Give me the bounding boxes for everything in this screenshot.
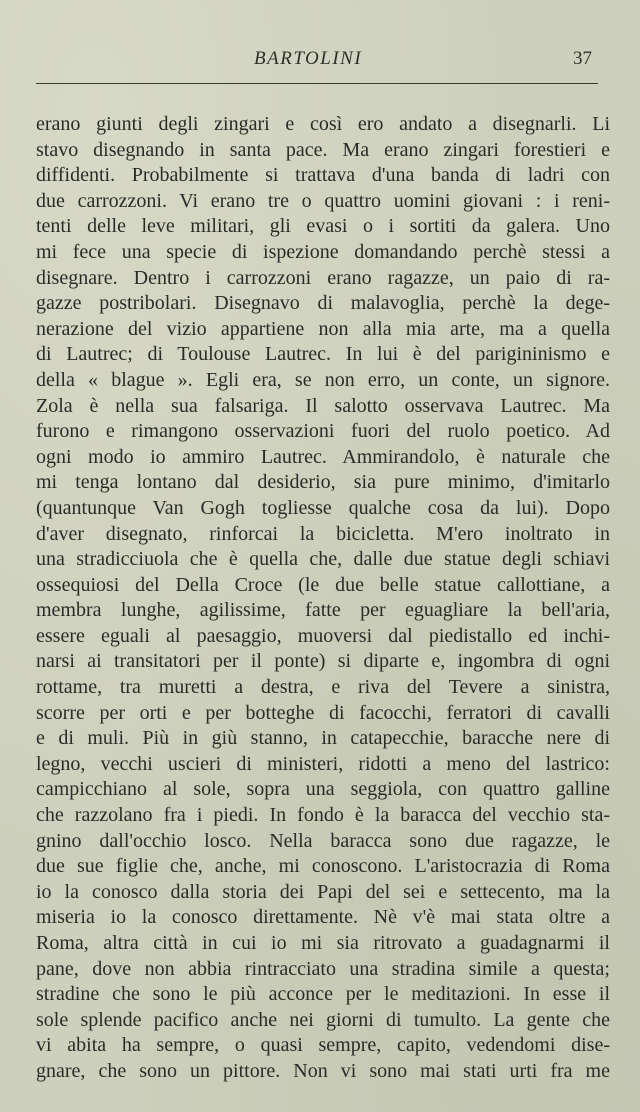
page-number: 37 bbox=[573, 48, 592, 69]
body-text bbox=[36, 112, 610, 1085]
text-line: pane, dove non abbia rintracciato una stradina simile a questa; bbox=[36, 957, 610, 980]
header-rule bbox=[36, 83, 598, 84]
text-line: ogni modo io ammiro Lautrec. Ammirandolo, è naturale che bbox=[36, 445, 610, 468]
text-line: stradine che sono le più acconce per le meditazioni. In esse il bbox=[36, 983, 610, 1006]
text-line: sole splende pacifico anche nei giorni di tumulto. La gente che bbox=[36, 1008, 610, 1031]
text-line: diffidenti. Probabilmente si trattava d'una banda di ladri con bbox=[36, 164, 610, 187]
text-line: narsi ai transitatori per il ponte) si diparte e, ingombra di ogni bbox=[36, 650, 610, 673]
text-line: gnare, che sono un pittore. Non vi sono mai stati urti fra me bbox=[36, 1059, 610, 1082]
text-line: vi abita ha sempre, o quasi sempre, capito, vedendomi dise- bbox=[36, 1034, 610, 1057]
text-line: erano giunti degli zingari e così ero andato a disegnarli. Li bbox=[36, 113, 610, 135]
text-line: rottame, tra muretti a destra, e riva del Tevere a sinistra, bbox=[36, 676, 610, 699]
text-line: gnino dall'occhio losco. Nella baracca sono due ragazze, le bbox=[36, 829, 610, 852]
text-line: (quantunque Van Gogh togliesse qualche cosa da lui). Dopo bbox=[36, 496, 610, 519]
running-title: BARTOLINI bbox=[254, 48, 363, 69]
text-line: due carrozzoni. Vi erano tre o quattro uomini giovani : i reni- bbox=[36, 189, 610, 212]
page-header bbox=[36, 48, 598, 78]
text-line: due sue figlie che, anche, mi conoscono. L'aristocrazia di Roma bbox=[36, 855, 610, 878]
text-line: una stradicciuola che è quella che, dalle due statue degli schiavi bbox=[36, 548, 610, 571]
text-line: della « blague ». Egli era, se non erro, un conte, un signore. bbox=[36, 368, 610, 391]
text-line: di Lautrec; di Toulouse Lautrec. In lui è del parigininismo e bbox=[36, 343, 610, 366]
text-line: membra lunghe, agilissime, fatte per eguagliare la bell'aria, bbox=[36, 599, 610, 622]
text-line: miseria io la conosco direttamente. Nè v'è mai stata oltre a bbox=[36, 906, 610, 929]
text-line: legno, vecchi uscieri di ministeri, ridotti a meno del lastrico: bbox=[36, 752, 610, 775]
text-line: Roma, altra città in cui io mi sia ritrovato a guadagnarmi il bbox=[36, 932, 610, 954]
text-line: mi fece una specie di ispezione domandando perchè stessi a bbox=[36, 240, 610, 263]
text-line: che razzolano fra i piedi. In fondo è la baracca del vecchio sta- bbox=[36, 804, 610, 827]
text-line: stavo disegnando in santa pace. Ma erano zingari forestieri e bbox=[36, 138, 610, 161]
text-line: scorre per orti e per botteghe di facocchi, ferratori di cavalli bbox=[36, 701, 610, 724]
text-line: tenti delle leve militari, gli evasi o i sortiti da galera. Uno bbox=[36, 215, 610, 238]
text-line: mi tenga lontano dal desiderio, sia pure minimo, d'imitarlo bbox=[36, 471, 610, 494]
text-line: d'aver disegnato, rinforcai la bicicletta. M'ero inoltrato in bbox=[36, 522, 610, 545]
text-line: ossequiosi del Della Croce (le due belle statue callottiane, a bbox=[36, 573, 610, 596]
text-line: furono e rimangono osservazioni fuori del ruolo poetico. Ad bbox=[36, 420, 610, 443]
text-line: gazze postribolari. Disegnavo di malavoglia, perchè la dege- bbox=[36, 292, 610, 315]
text-line: Zola è nella sua falsariga. Il salotto osservava Lautrec. Ma bbox=[36, 394, 610, 417]
text-line: disegnare. Dentro i carrozzoni erano ragazze, un paio di ra- bbox=[36, 266, 610, 289]
text-line: e di muli. Più in giù stanno, in catapecchie, baracche nere di bbox=[36, 727, 610, 750]
text-line: essere eguali al paesaggio, muoversi dal piedistallo ed inchi- bbox=[36, 624, 610, 647]
text-line: campicchiano al sole, sopra una seggiola, con quattro galline bbox=[36, 778, 610, 801]
text-line: nerazione del vizio appartiene non alla mia arte, ma a quella bbox=[36, 317, 610, 340]
text-line: io la conosco dalla storia dei Papi del sei e settecento, ma la bbox=[36, 880, 610, 903]
